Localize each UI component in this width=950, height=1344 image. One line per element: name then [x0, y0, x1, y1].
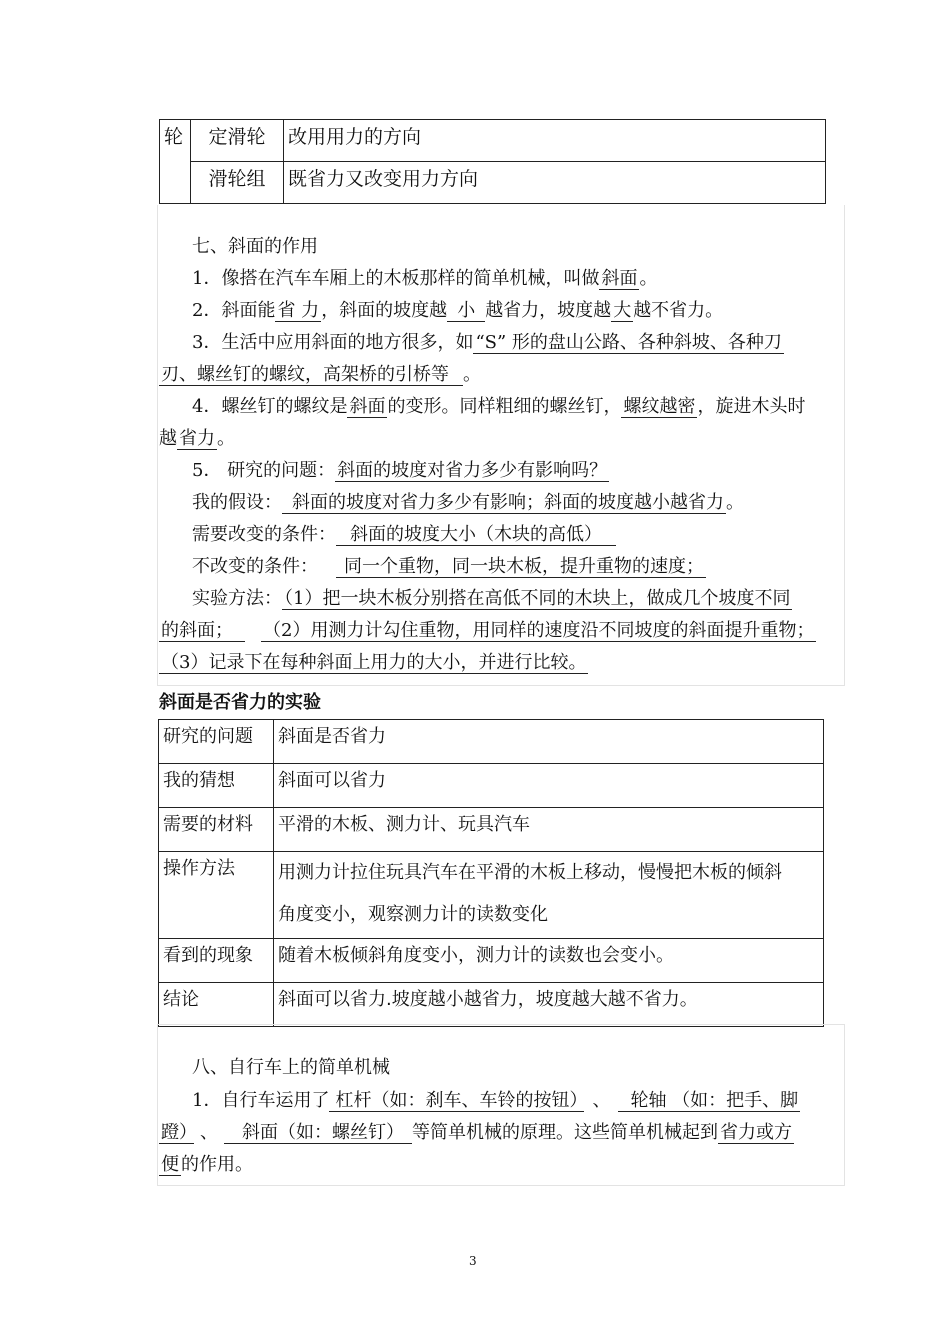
q4-text: ，旋进木头时 [697, 396, 806, 417]
s8-answer-4-line2: 便 [161, 1154, 179, 1175]
experiment-value: 斜面可以省力 [274, 764, 824, 808]
experiment-value-line2: 角度变小，观察测力计的读数变化 [278, 904, 548, 925]
s8-sep: 、 [592, 1090, 611, 1111]
s8-text: 的作用。 [181, 1154, 253, 1175]
change-answer: 斜面的坡度大小（木块的高低） [336, 524, 616, 546]
keep-answer: 同一个重物，同一块木板，提升重物的速度； [336, 556, 706, 578]
wheel-row-desc: 改用用力的方向 [284, 120, 826, 162]
hypothesis-label: 我的假设： [192, 492, 282, 513]
q2-text: ，斜面的坡度越 [321, 300, 448, 321]
experiment-label: 看到的现象 [159, 939, 274, 983]
s8-answer-2-line2: 蹬） [159, 1122, 194, 1144]
section-7-q5-change [192, 524, 616, 546]
method-answer-line1: （1）把一块木板分别搭在高低不同的木块上，做成几个坡度不同 [284, 588, 791, 609]
section-7-q3-line2 [159, 364, 481, 386]
q4-text: 的变形。同样粗细的螺丝钉， [387, 396, 622, 417]
q2-answer-3: 大 [613, 300, 632, 321]
q3-post: 。 [463, 364, 481, 385]
experiment-value [274, 852, 824, 939]
section-8-q1-line1 [192, 1090, 800, 1112]
experiment-label: 我的猜想 [159, 764, 274, 808]
section-7-q4-line1 [192, 396, 805, 418]
hypothesis-post: 。 [726, 492, 744, 513]
experiment-title: 斜面是否省力的实验 [159, 692, 321, 713]
keep-label: 不改变的条件： [192, 556, 318, 577]
section-7-q3-line1 [192, 332, 784, 354]
experiment-label: 结论 [159, 983, 274, 1027]
experiment-value: 随着木板倾斜角度变小，测力计的读数也会变小。 [274, 939, 824, 983]
section-7-q5-method-line1 [192, 588, 792, 610]
section-7-q5-hypothesis [192, 492, 744, 514]
q3-answer-line1: “S” 形的盘山公路、各种斜坡、各种刀 [475, 332, 782, 353]
q4-text: 4．螺丝钉的螺纹是 [192, 396, 348, 417]
experiment-table [158, 719, 824, 1027]
s8-answer-2-line1: 轮轴 （如：把手、脚 [618, 1090, 800, 1112]
hypothesis-answer: 斜面的坡度对省力多少有影响；斜面的坡度越小越省力 [282, 492, 726, 514]
q1-text: 1．像搭在汽车车厢上的木板那样的简单机械，叫做 [192, 268, 600, 289]
s8-text: 等简单机械的原理。这些简单机械起到 [412, 1122, 718, 1143]
section-8-q1-line3 [159, 1154, 253, 1176]
section-8-q1-line2 [159, 1122, 794, 1144]
wheel-row-desc: 既省力又改变用力方向 [284, 162, 826, 204]
experiment-value: 斜面可以省力.坡度越小越省力，坡度越大越不省力。 [274, 983, 824, 1027]
s8-answer-1: 杠杆（如：刹车、车铃的按钮） [329, 1090, 584, 1112]
q2-text: 越不省力。 [633, 300, 724, 321]
q2-text: 2．斜面能 [192, 300, 276, 321]
q4-answer-1: 斜面 [349, 396, 386, 417]
s8-answer-3: 斜面（如：螺丝钉） [224, 1122, 412, 1144]
method-answer-line3: （3）记录下在每种斜面上用力的大小，并进行比较。 [161, 652, 587, 673]
experiment-value: 平滑的木板、测力计、玩具汽车 [274, 808, 824, 852]
s8-sep: 、 [200, 1122, 218, 1143]
section-7-q5-keep [192, 556, 706, 578]
experiment-value-line1: 用测力计拉住玩具汽车在平滑的木板上移动，慢慢把木板的倾斜 [278, 862, 782, 883]
section-7-q5-method-line3 [159, 652, 588, 674]
section-7-q1 [192, 268, 657, 290]
q5-question: 斜面的坡度对省力多少有影响吗？ [337, 460, 608, 481]
q2-answer-2: 小 [447, 300, 485, 322]
wheel-row-name: 滑轮组 [191, 162, 284, 204]
section-7-title: 七、斜面的作用 [192, 236, 318, 257]
experiment-label: 操作方法 [159, 852, 274, 939]
section-7-q4-line2 [159, 428, 235, 450]
wheel-row-name: 定滑轮 [191, 120, 284, 162]
q2-answer-1: 省 力 [277, 300, 320, 321]
method-answer-line2b: （2）用测力计勾住重物，用同样的速度沿不同坡度的斜面提升重物； [263, 620, 815, 641]
method-answer-line2a: 的斜面； [159, 620, 245, 642]
change-label: 需要改变的条件： [192, 524, 336, 545]
wheel-group-label: 轮 [160, 120, 191, 204]
experiment-label: 研究的问题 [159, 720, 274, 764]
q1-answer: 斜面 [601, 268, 638, 289]
section-8-title: 八、自行车上的简单机械 [192, 1057, 390, 1078]
q1-post: 。 [639, 268, 658, 289]
s8-q1-text: 1．自行车运用了 [192, 1090, 330, 1111]
q4-answer-2: 螺纹越密 [623, 396, 696, 417]
section-7-q2 [192, 300, 723, 322]
q3-answer-line2: 刃、螺丝钉的螺纹，高架桥的引桥等 [159, 364, 463, 386]
section-7-q5-question [192, 460, 609, 482]
q4-answer-3: 省力 [179, 428, 215, 449]
page-number: 3 [469, 1254, 477, 1268]
method-label: 实验方法： [192, 588, 282, 609]
experiment-value: 斜面是否省力 [274, 720, 824, 764]
section-7-q5-method-line2 [159, 620, 816, 642]
experiment-label: 需要的材料 [159, 808, 274, 852]
q4-text: 。 [217, 428, 235, 449]
q5-label: 5． 研究的问题： [192, 460, 336, 481]
wheel-table [159, 119, 826, 204]
q2-text: 越省力，坡度越 [485, 300, 612, 321]
q3-text: 3．生活中应用斜面的地方很多，如 [192, 332, 474, 353]
q4-text: 越 [159, 428, 177, 449]
s8-answer-4-line1: 省力或方 [720, 1122, 792, 1143]
